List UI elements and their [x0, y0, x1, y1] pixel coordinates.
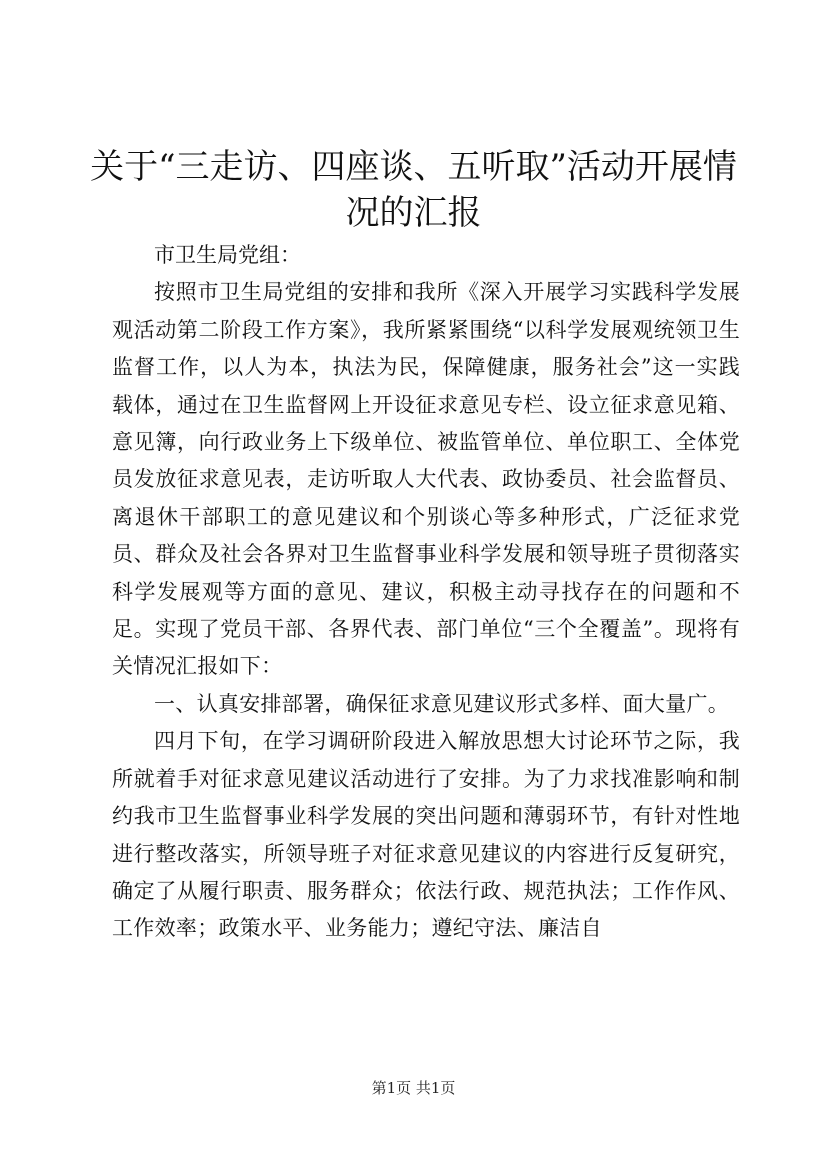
paragraph-section-heading: 一、认真安排部署，确保征求意见建议形式多样、面大量广。 — [154, 691, 730, 716]
paragraph-section-body: 四月下旬，在学习调研阶段进入解放思想大讨论环节之际，我所就着手对征求意见建议活动进行了安排。为了力求找准影响和制约我市卫生监督事业科学发展的突出问题和薄弱环节，有针对性地进行整改落实，所领导班子对征求意见建议的内容进行反复研究，确定了从履行职责、服务群众；依法行政、规范执法；工作作风、工作效率；政策水平、业务能力；遵纪守法、廉洁自 — [112, 729, 740, 941]
paragraph-intro: 按照市卫生局党组的安排和我所《深入开展学习实践科学发展观活动第二阶段工作方案》，我所紧紧围绕“以科学发展观统领卫生监督工作，以人为本，执法为民，保障健康，服务社会”这一实践载体，通过在卫生监督网上开设征求意见专栏、设立征求意见箱、意见簿，向行政业务上下级单位、被监管单位、单位职工、全体党员发放征求意见表，走访听取人大代表、政协委员、社会监督员、离退休干部职工的意见建议和个别谈心等多种形式，广泛征求党员、群众及社会各界对卫生监督事业科学发展和领导班子贯彻落实科学发展观等方面的意见、建议，积极主动寻找存在的问题和不足。实现了党员干部、各界代表、部门单位“三个全覆盖”。现将有关情况汇报如下： — [112, 280, 740, 679]
page-footer: 第1页 共1页 — [371, 1079, 456, 1097]
document-title: 关于“三走访、四座谈、五听取”活动开展情况的汇报 — [90, 147, 737, 233]
salutation: 市卫生局党组： — [154, 243, 301, 267]
document-body — [112, 237, 740, 948]
